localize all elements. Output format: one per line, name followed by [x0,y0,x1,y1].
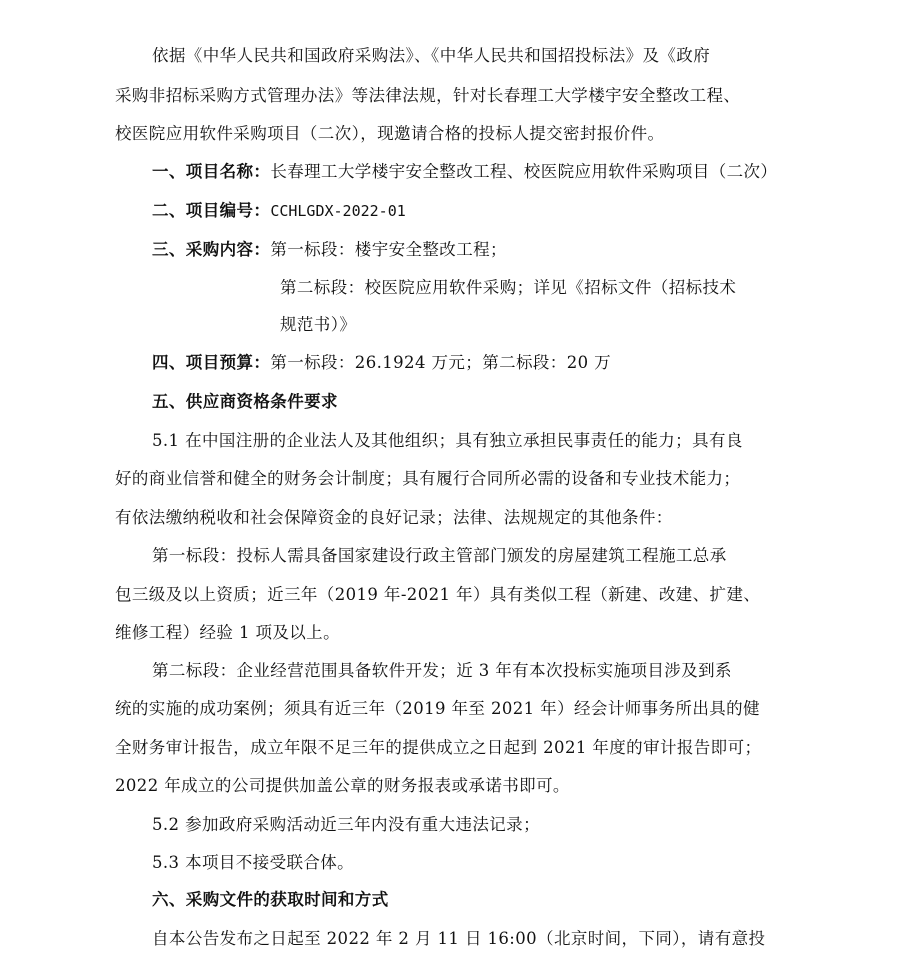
lot1-qualification-line-1: 第一标段：投标人需具备国家建设行政主管部门颁发的房屋建筑工程施工总承 [152,546,727,565]
qualification-5-3: 5.3 本项目不接受联合体。 [152,853,355,872]
qualification-5-1-line-1: 5.1 在中国注册的企业法人及其他组织；具有独立承担民事责任的能力；具有良 [152,431,743,450]
intro-line-3: 校医院应用软件采购项目（二次），现邀请合格的投标人提交密封报价件。 [115,124,665,143]
section-heading: 一、项目名称： [152,162,271,181]
section-project-budget [152,352,611,374]
section-value: 长春理工大学楼宇安全整改工程、校医院应用软件采购项目（二次） [270,162,778,181]
lot2-qualification-line-1: 第二标段：企业经营范围具备软件开发；近 3 年有本次投标实施项目涉及到系 [152,661,732,680]
section-supplier-qualifications: 五、供应商资格条件要求 [152,392,338,411]
qualification-5-2: 5.2 参加政府采购活动近三年内没有重大违法记录； [152,815,540,834]
section-procurement-content [152,239,507,261]
section-heading: 二、项目编号： [152,201,271,220]
section-value: 第一标段：楼宇安全整改工程； [270,240,507,259]
section-project-name [152,161,777,183]
lot2-qualification-line-2: 统的实施的成功案例；须具有近三年（2019 年至 2021 年）经会计师事务所出具的健 [115,699,760,718]
section-document-acquisition: 六、采购文件的获取时间和方式 [152,890,389,909]
lot1-qualification-line-2: 包三级及以上资质；近三年（2019 年-2021 年）具有类似工程（新建、改建、扩建、 [115,585,761,604]
intro-line-2: 采购非招标采购方式管理办法》等法律法规，针对长春理工大学楼宇安全整改工程、 [115,86,741,105]
lot2-qualification-line-3: 全财务审计报告，成立年限不足三年的提供成立之日起到 2021 年度的审计报告即可； [115,738,762,757]
section-heading: 三、采购内容： [152,240,271,259]
procurement-content-line-2: 第二标段：校医院应用软件采购；详见《招标文件（招标技术 [280,278,737,297]
qualification-5-1-line-3: 有依法缴纳税收和社会保障资金的良好记录；法律、法规规定的其他条件： [115,508,673,527]
qualification-5-1-line-2: 好的商业信誉和健全的财务会计制度；具有履行合同所必需的设备和专业技术能力； [115,469,741,488]
lot2-qualification-line-4: 2022 年成立的公司提供加盖公章的财务报表或承诺书即可。 [115,776,570,795]
section-value: CCHLGDX-2022-01 [270,202,406,220]
section-heading: 四、项目预算： [152,353,271,372]
section-project-number [152,200,406,222]
section-value: 第一标段：26.1924 万元；第二标段：20 万 [270,353,612,372]
lot1-qualification-line-3: 维修工程）经验 1 项及以上。 [115,623,340,642]
acquisition-line-1: 自本公告发布之日起至 2022 年 2 月 11 日 16:00（北京时间，下同），请有意投 [152,929,766,948]
procurement-content-line-3: 规范书）》 [280,315,357,334]
intro-line-1: 依据《中华人民共和国政府采购法》、《中华人民共和国招投标法》及《政府 [152,46,711,65]
